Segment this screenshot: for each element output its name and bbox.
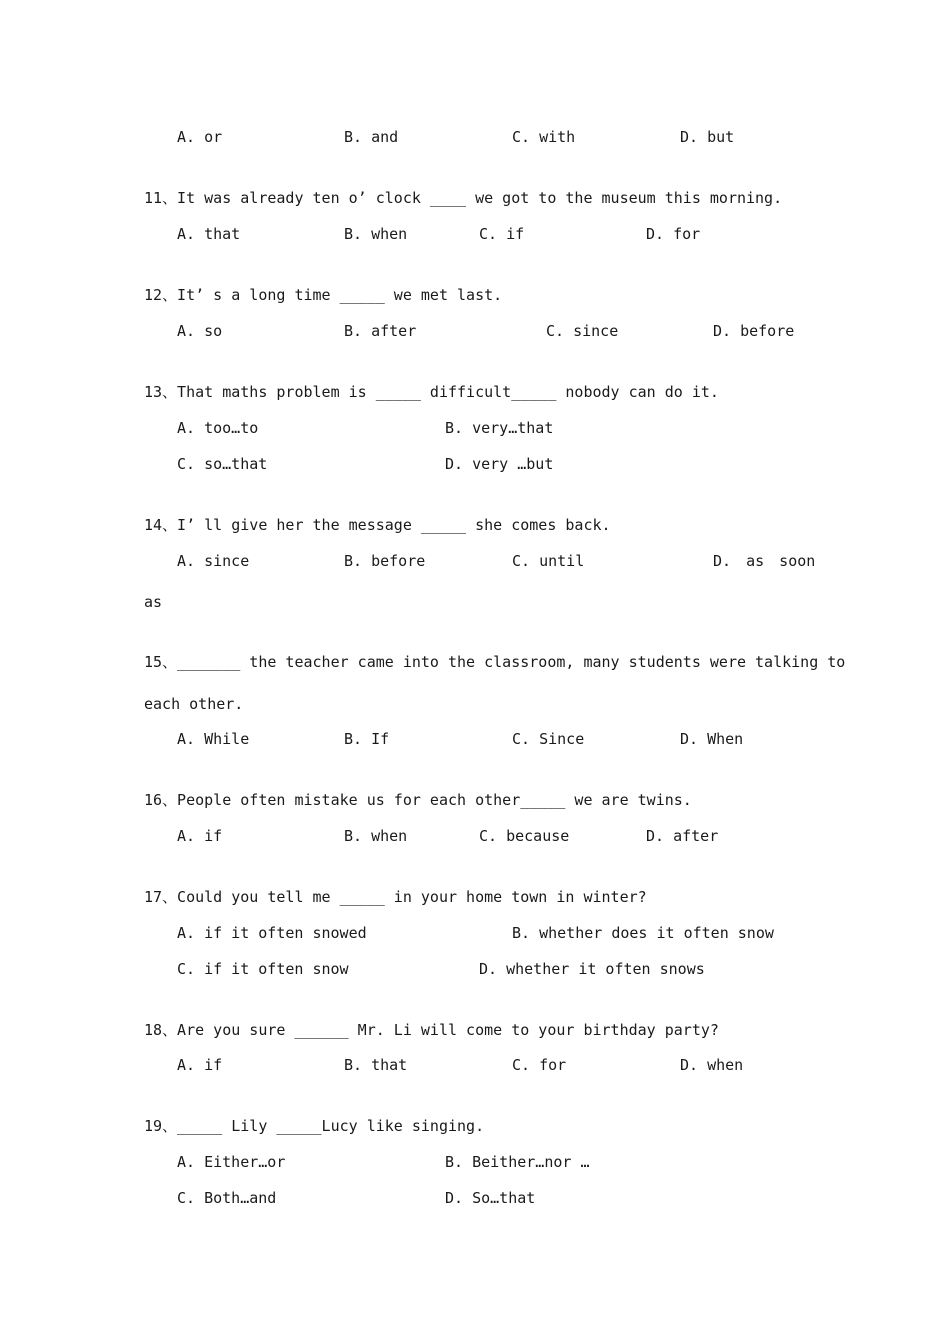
option-c: C. because — [479, 827, 570, 845]
option-b: B. Beither…nor … — [445, 1153, 590, 1171]
question-12-stem: 12、It’ s a long time _____ we met last. — [144, 286, 503, 304]
options-row-q19-1 — [0, 1152, 950, 1172]
option-b: B. and — [344, 128, 399, 146]
option-c: C. for — [512, 1056, 567, 1074]
options-row-q19-2 — [0, 1188, 950, 1208]
option-a: A. if it often snowed — [177, 924, 367, 942]
question-14-stem: 14、I’ ll give her the message _____ she comes back. — [144, 516, 611, 534]
options-row-q17-2 — [0, 959, 950, 979]
option-c: C. since — [546, 322, 619, 340]
option-b: B. If — [344, 730, 390, 748]
option-a: A. or — [177, 128, 223, 146]
option-b: B. after — [344, 322, 417, 340]
option-a: A. if — [177, 827, 223, 845]
option-b: B. before — [344, 552, 426, 570]
option-c: C. with — [512, 128, 576, 146]
options-row-q18 — [0, 1055, 950, 1075]
option-c: C. until — [512, 552, 585, 570]
option-d: D. for — [646, 225, 701, 243]
question-14-option-d-continuation: as — [144, 593, 163, 611]
options-row-q15 — [0, 729, 950, 749]
option-b: B. very…that — [445, 419, 554, 437]
options-row-q12 — [0, 321, 950, 341]
question-16-stem: 16、People often mistake us for each other_____ we are twins. — [144, 791, 692, 809]
options-row-q17-1 — [0, 923, 950, 943]
option-d: D. as soon — [713, 552, 816, 570]
question-19-stem: 19、_____ Lily _____Lucy like singing. — [144, 1117, 485, 1135]
option-c: C. if it often snow — [177, 960, 349, 978]
question-18-stem: 18、Are you sure ______ Mr. Li will come to your birthday party? — [144, 1021, 719, 1039]
option-a: A. since — [177, 552, 250, 570]
option-c: C. if — [479, 225, 525, 243]
option-b: B. when — [344, 225, 408, 243]
option-a: A. Either…or — [177, 1153, 286, 1171]
option-c: C. so…that — [177, 455, 268, 473]
option-c: C. Since — [512, 730, 585, 748]
option-d: D. before — [713, 322, 795, 340]
option-d: D. after — [646, 827, 719, 845]
question-15-stem: 15、_______ the teacher came into the classroom, many students were talking to — [144, 653, 846, 671]
option-d: D. when — [680, 1056, 744, 1074]
option-b: B. whether does it often snow — [512, 924, 774, 942]
option-d: D. but — [680, 128, 735, 146]
option-d: D. very …but — [445, 455, 554, 473]
option-d: D. whether it often snows — [479, 960, 705, 978]
option-a: A. While — [177, 730, 250, 748]
option-d: D. So…that — [445, 1189, 536, 1207]
options-row-q14 — [0, 551, 950, 571]
option-a: A. if — [177, 1056, 223, 1074]
options-row-q13-2 — [0, 454, 950, 474]
option-a: A. that — [177, 225, 241, 243]
option-b: B. that — [344, 1056, 408, 1074]
option-b: B. when — [344, 827, 408, 845]
options-row-q11 — [0, 224, 950, 244]
question-15-stem-continuation: each other. — [144, 695, 244, 713]
question-13-stem: 13、That maths problem is _____ difficult_____ nobody can do it. — [144, 383, 719, 401]
option-a: A. so — [177, 322, 223, 340]
option-c: C. Both…and — [177, 1189, 277, 1207]
options-row-q13-1 — [0, 418, 950, 438]
option-d: D. When — [680, 730, 744, 748]
question-17-stem: 17、Could you tell me _____ in your home town in winter? — [144, 888, 647, 906]
question-11-stem: 11、It was already ten o’ clock ____ we got to the museum this morning. — [144, 189, 783, 207]
options-row-q10 — [0, 127, 950, 147]
option-a: A. too…to — [177, 419, 259, 437]
options-row-q16 — [0, 826, 950, 846]
